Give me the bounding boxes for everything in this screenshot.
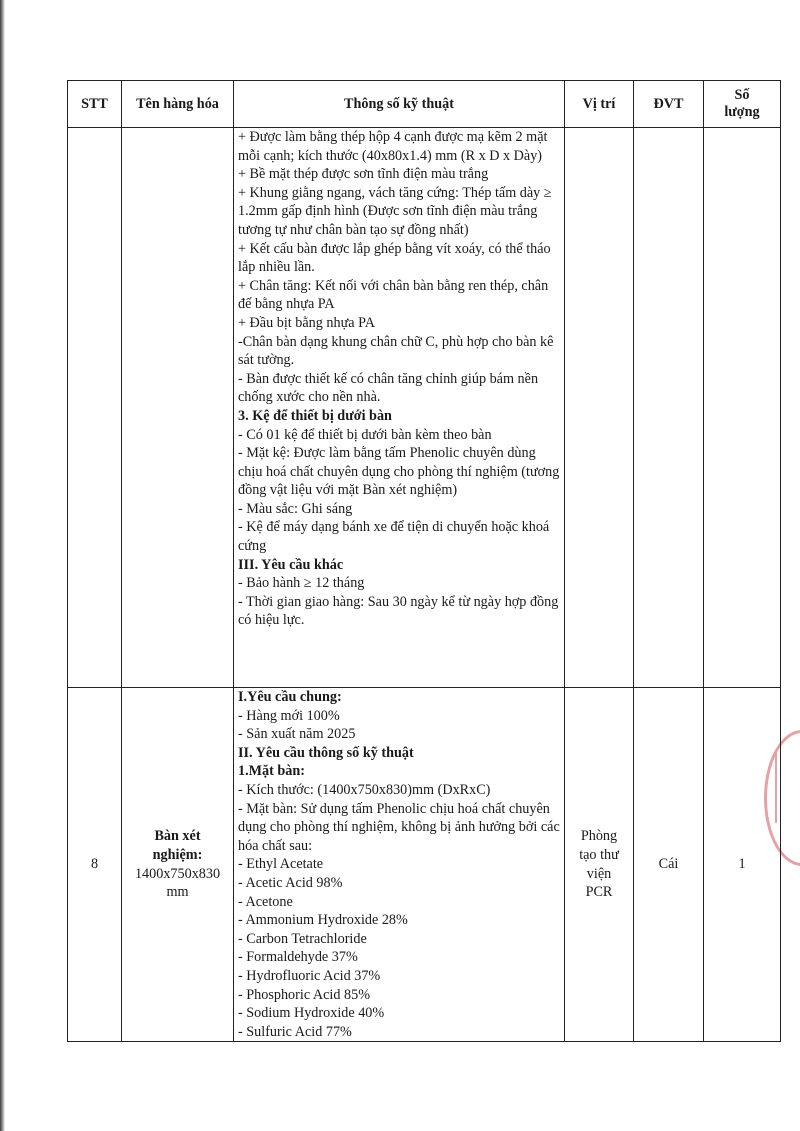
- section-heading-other: III. Yêu cầu khác: [238, 556, 344, 573]
- spec-line: + Đầu bịt bằng nhựa PA: [238, 314, 375, 331]
- cell-quantity-empty: [704, 128, 781, 688]
- spec-line: - Bảo hành ≥ 12 tháng: [238, 575, 365, 592]
- section-heading-general: I.Yêu cầu chung:: [238, 689, 342, 705]
- location-line: Phòng: [580, 828, 618, 845]
- cell-spec-item-8: [234, 688, 565, 1042]
- table-header-row: [68, 81, 781, 128]
- spec-line: - Mặt bàn: Sử dụng tấm Phenolic chịu hoá chất chuyên dụng cho phòng thí nghiệm, không bị ảnh hưởng bởi các hóa chất sau:: [238, 800, 560, 854]
- header-item-name: Tên hàng hóa: [122, 81, 234, 128]
- header-location: Vị trí: [565, 81, 634, 128]
- item-size-line: 1400x750x830: [134, 865, 221, 882]
- cell-name-empty: [122, 128, 234, 688]
- spec-line: - Thời gian giao hàng: Sau 30 ngày kể từ ngày hợp đồng có hiệu lực.: [238, 593, 559, 629]
- header-quantity: [704, 81, 781, 128]
- item-name-line: Bàn xét: [154, 828, 201, 845]
- spec-line: + Khung giằng ngang, vách tăng cứng: Thép tấm dày ≥ 1.2mm gấp định hình (Được sơn tĩnh điện màu trắng tương tự như chân bàn tạo sự đồng nhất): [238, 184, 552, 238]
- chemical-item: - Phosphoric Acid 85%: [238, 986, 371, 1003]
- chemical-item: - Sulfuric Acid 77%: [238, 1023, 352, 1040]
- spec-line: - Sản xuất năm 2025: [238, 726, 356, 743]
- chemical-item: - Formaldehyde 37%: [238, 949, 358, 966]
- spec-line: -Chân bàn dạng khung chân chữ C, phù hợp cho bàn kê sát tường.: [238, 333, 554, 369]
- spec-line: + Được làm bằng thép hộp 4 cạnh được mạ kẽm 2 mặt mỗi cạnh; kích thước (40x80x1.4) mm (R x D x Dày): [238, 129, 548, 164]
- spec-line: + Bề mặt thép được sơn tĩnh điện màu trắng: [238, 166, 489, 183]
- chemical-item: - Carbon Tetrachloride: [238, 930, 367, 947]
- cell-location: [565, 688, 634, 1042]
- cell-unit-empty: [634, 128, 704, 688]
- chemical-item: - Ammonium Hydroxide 28%: [238, 912, 408, 929]
- spec-line: - Màu sắc: Ghi sáng: [238, 500, 353, 517]
- cell-location-empty: [565, 128, 634, 688]
- spec-line: - Mặt kệ: Được làm bằng tấm Phenolic chuyên dùng chịu hoá chất chuyên dụng cho phòng thí nghiệm (tương đồng vật liệu với mặt Bàn xét nghiệm): [238, 445, 560, 499]
- spec-line: + Kết cấu bàn được lắp ghép bằng vít xoáy, có thể tháo lắp nhiều lần.: [238, 240, 551, 276]
- section-heading-technical: II. Yêu cầu thông số kỹ thuật: [238, 744, 414, 761]
- chemical-item: - Hydrofluoric Acid 37%: [238, 967, 381, 984]
- table-row-continued: [68, 128, 781, 688]
- chemical-item: - Acetone: [238, 893, 293, 910]
- header-unit: ĐVT: [634, 81, 704, 128]
- cell-stt: 8: [68, 688, 122, 1042]
- spec-line: - Có 01 kệ để thiết bị dưới bàn kèm theo bàn: [238, 426, 492, 443]
- location-line: viện: [586, 865, 612, 882]
- specification-table: [67, 80, 781, 1042]
- scan-left-edge: [0, 0, 5, 1131]
- section-heading-shelf: 3. Kệ để thiết bị dưới bàn: [238, 407, 392, 424]
- spec-line: - Bàn được thiết kế có chân tăng chỉnh giúp bám nền chống xước cho nền nhà.: [238, 370, 539, 406]
- header-specification: Thông số kỹ thuật: [234, 81, 565, 128]
- chemical-item: - Sodium Hydroxide 40%: [238, 1005, 385, 1022]
- spec-line: + Chân tăng: Kết nối với chân bàn bằng ren thép, chân đế bằng nhựa PA: [238, 277, 549, 313]
- header-stt: STT: [68, 81, 122, 128]
- section-heading-surface: 1.Mặt bàn:: [238, 763, 305, 780]
- chemical-item: - Ethyl Acetate: [238, 856, 324, 873]
- location-line: tạo thư: [579, 847, 619, 864]
- cell-unit: Cái: [634, 688, 704, 1042]
- spec-line: - Hàng mới 100%: [238, 707, 340, 724]
- chemical-item: - Acetic Acid 98%: [238, 874, 343, 891]
- cell-spec-continued: [234, 128, 565, 688]
- spec-line: - Kích thước: (1400x750x830)mm (DxRxC): [238, 781, 491, 798]
- item-size-line: mm: [166, 884, 189, 901]
- cell-stt-empty: [68, 128, 122, 688]
- cell-quantity: 1: [704, 688, 781, 1042]
- header-quantity-line: lượng: [724, 104, 760, 120]
- table-row-item-8: [68, 688, 781, 1042]
- header-quantity-line: Số: [734, 87, 750, 103]
- cell-item-name: [122, 688, 234, 1042]
- spec-line: - Kệ để máy dạng bánh xe để tiện di chuyển hoặc khoá cứng: [238, 519, 550, 555]
- location-line: PCR: [585, 884, 613, 901]
- item-name-line: nghiệm:: [152, 847, 203, 864]
